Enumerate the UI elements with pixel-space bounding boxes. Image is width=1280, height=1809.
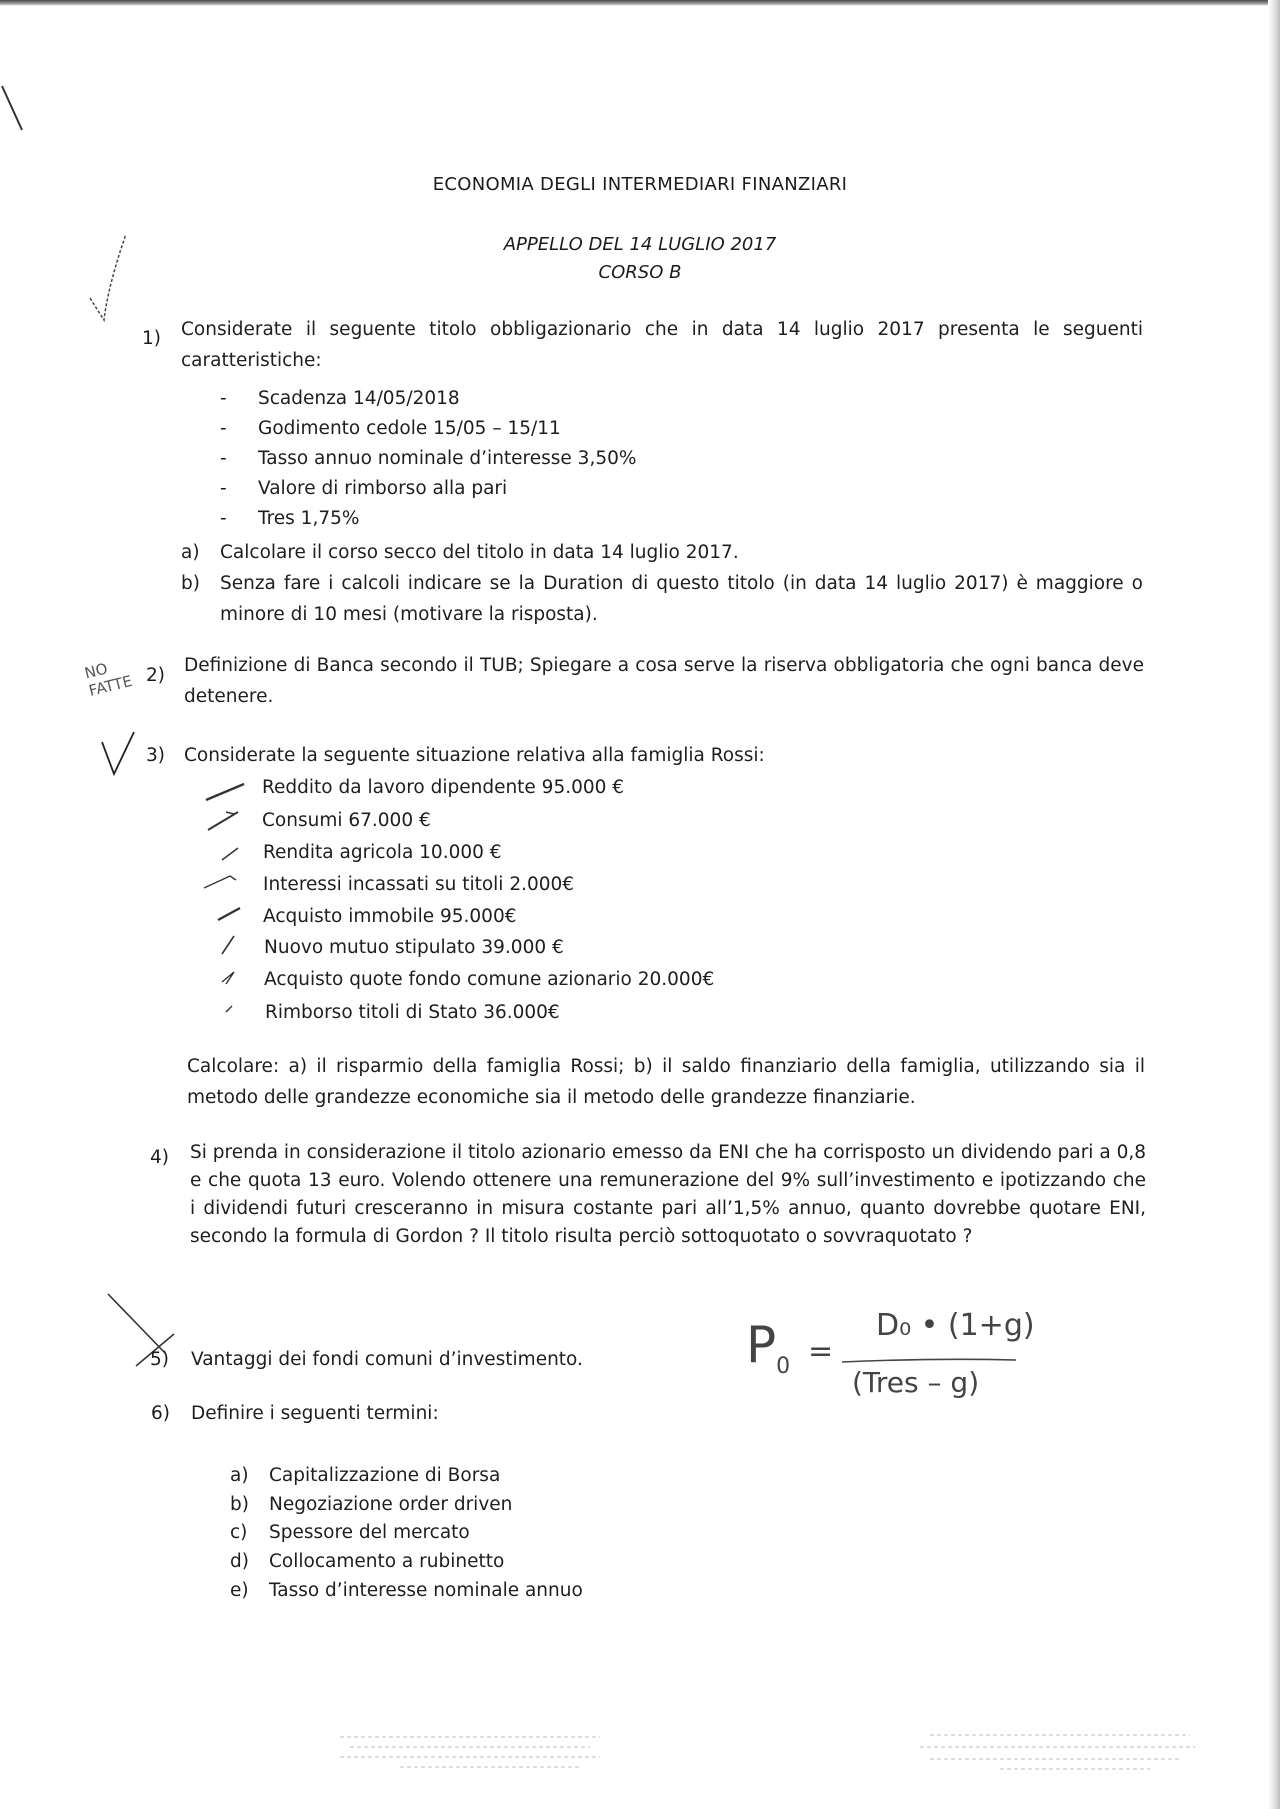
formula-lhs: $P_0$ xyxy=(746,1316,791,1379)
q1-feature: Godimento cedole 15/05 – 15/11 xyxy=(258,418,561,439)
q6-item: Spessore del mercato xyxy=(269,1522,470,1543)
q1-feature: Valore di rimborso alla pari xyxy=(258,478,508,499)
q4-text: Si prenda in considerazione il titolo azionario emesso da ENI che ha corrisposto un dividendo pari a 0,8 e che quota 13 euro. Volendo ottenere una remunerazione del 9% sull’investimento e ipotizzando che i dividendi futuri cresceranno in misura costante pari all’1,5% annuo, quanto dovrebbe quotare ENI, secondo la formula di Gordon ? Il titolo risulta perciò sottoquotato o sovvraquotato ? xyxy=(190,1142,1146,1247)
q5-number: 5) xyxy=(150,1349,169,1370)
q1-feature: Tres 1,75% xyxy=(258,508,360,529)
q4-number: 4) xyxy=(150,1147,169,1168)
q5-text: Vantaggi dei fondi comuni d’investimento. xyxy=(191,1349,583,1370)
formula-equals: = xyxy=(808,1334,834,1369)
scan-edge-top xyxy=(0,0,1280,6)
q1-text: Considerate il seguente titolo obbligazionario che in data 14 luglio 2017 presenta le seguenti caratteristiche: xyxy=(181,319,1143,371)
q6-text: Definire i seguenti termini: xyxy=(191,1403,439,1424)
pen-mark xyxy=(0,80,40,140)
bleed-through-marks xyxy=(0,1725,1280,1809)
q3-item: Rendita agricola 10.000 € xyxy=(263,842,502,863)
q6-item-label: b) xyxy=(230,1494,249,1515)
bullet-dash: - xyxy=(220,448,227,469)
course-label: CORSO B xyxy=(598,262,682,283)
q1-number: 1) xyxy=(142,328,161,349)
q3-item: Interessi incassati su titoli 2.000€ xyxy=(263,874,575,895)
q3-item: Acquisto quote fondo comune azionario 20.000€ xyxy=(264,969,715,990)
q3-item: Rimborso titoli di Stato 36.000€ xyxy=(265,1002,560,1023)
q3-item: Consumi 67.000 € xyxy=(262,810,431,831)
formula-denominator: (Tres – g) xyxy=(852,1366,980,1399)
q6-number: 6) xyxy=(151,1403,170,1424)
q3-text: Considerate la seguente situazione relativa alla famiglia Rossi: xyxy=(184,745,765,766)
q6-item-label: a) xyxy=(230,1465,249,1486)
strike-mark xyxy=(104,1290,184,1380)
q6-item-label: c) xyxy=(230,1522,248,1543)
bullet-dash: - xyxy=(220,508,227,529)
exam-session: APPELLO DEL 14 LUGLIO 2017 xyxy=(503,234,777,255)
check-mark-icon xyxy=(82,226,132,326)
q3-task: Calcolare: a) il risparmio della famiglia Rossi; b) il saldo finanziario della famiglia, utilizzando sia il metodo delle grandezze economiche sia il metodo delle grandezze finanziarie. xyxy=(187,1056,1145,1108)
q2-text: Definizione di Banca secondo il TUB; Spiegare a cosa serve la riserva obbligatoria che ogni banca deve detenere. xyxy=(184,655,1144,707)
q1-feature: Scadenza 14/05/2018 xyxy=(258,388,460,409)
q6-item: Negoziazione order driven xyxy=(269,1494,513,1515)
check-mark-icon xyxy=(98,728,142,780)
page-title: ECONOMIA DEGLI INTERMEDIARI FINANZIARI xyxy=(432,174,848,195)
q6-item: Tasso d’interesse nominale annuo xyxy=(269,1580,583,1601)
q6-item-label: d) xyxy=(230,1551,249,1572)
q1-part-label: a) xyxy=(181,542,200,563)
margin-note: NO FATTE xyxy=(82,659,134,700)
q6-item: Collocamento a rubinetto xyxy=(269,1551,505,1572)
tick-marks xyxy=(200,776,250,1024)
q1-part-label: b) xyxy=(181,573,200,594)
q2-number: 2) xyxy=(146,665,165,686)
bullet-dash: - xyxy=(220,388,227,409)
fraction-bar xyxy=(840,1356,1020,1366)
q6-item-label: e) xyxy=(230,1580,249,1601)
q6-item: Capitalizzazione di Borsa xyxy=(269,1465,501,1486)
q3-item: Nuovo mutuo stipulato 39.000 € xyxy=(264,937,564,958)
q3-item: Reddito da lavoro dipendente 95.000 € xyxy=(262,777,625,798)
q1-part-text: Calcolare il corso secco del titolo in data 14 luglio 2017. xyxy=(220,542,739,563)
bullet-dash: - xyxy=(220,478,227,499)
bullet-dash: - xyxy=(220,418,227,439)
q1-feature: Tasso annuo nominale d’interesse 3,50% xyxy=(258,448,637,469)
q3-item: Acquisto immobile 95.000€ xyxy=(263,906,517,927)
q1-part-text: Senza fare i calcoli indicare se la Duration di questo titolo (in data 14 luglio 2017) è maggiore o minore di 10 mesi (motivare la risposta). xyxy=(220,573,1143,625)
q3-number: 3) xyxy=(146,745,165,766)
formula-numerator: D₀ • (1+g) xyxy=(876,1308,1035,1343)
